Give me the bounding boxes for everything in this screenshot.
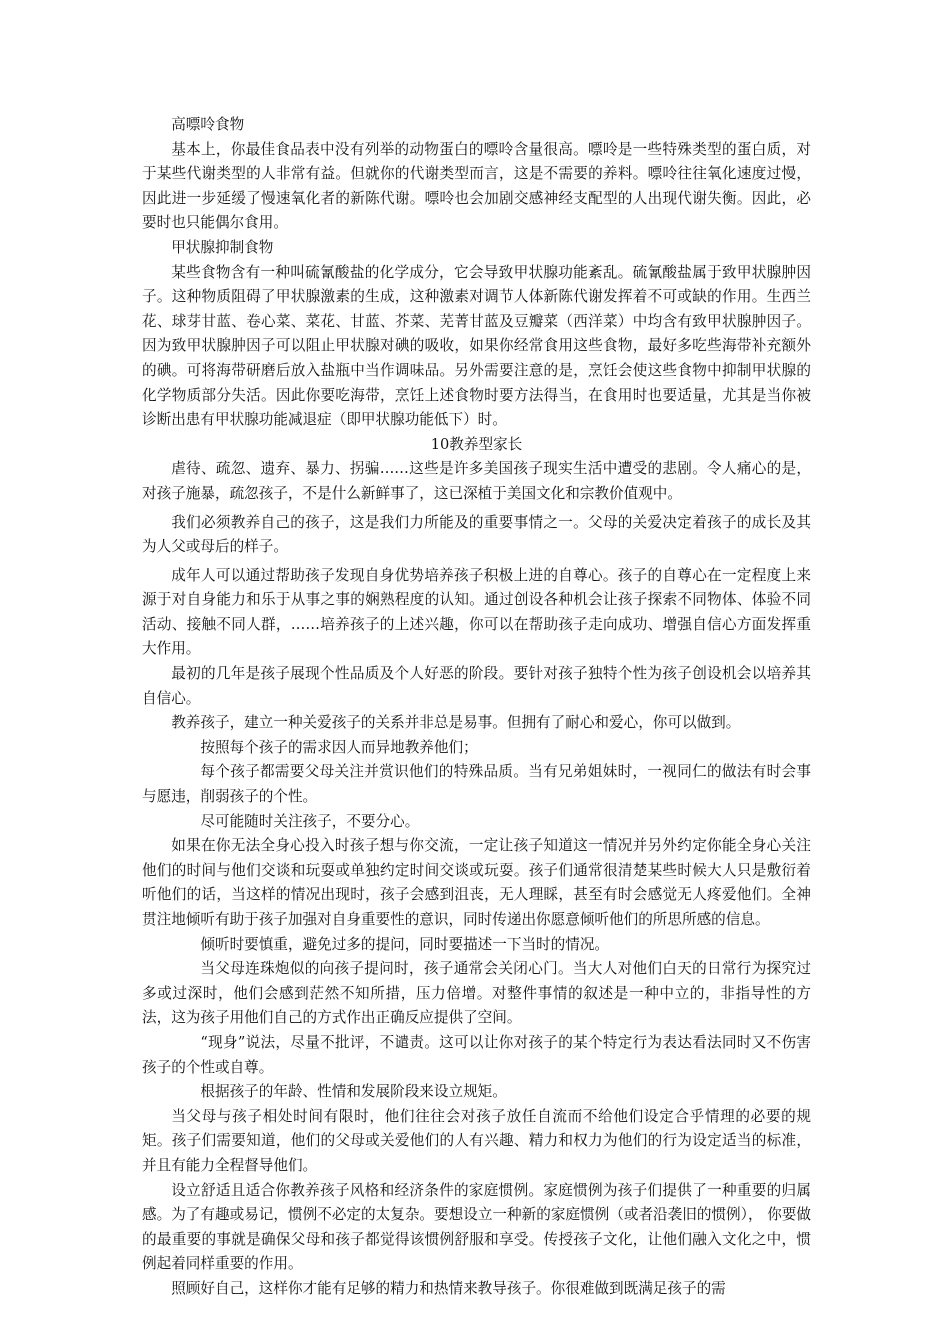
body-paragraph: 设立舒适且适合你教养孩子风格和经济条件的家庭惯例。家庭惯例为孩子们提供了一种重要的归属感。为了有趣或易记，惯例不必定的太复杂。要想设立一种新的家庭惯例（或者沿袭旧的惯例）， 你要做的最重要的事就是确保父母和孩子都觉得该惯例舒服和享受。传授孩子文化，让他们融入文化之中，惯例起着同样重要的作用。 (142, 1181, 811, 1273)
body-paragraph: 根据孩子的年龄、性情和发展阶段来设立规矩。 (200, 1083, 507, 1101)
body-paragraph: “现身”说法，尽量不批评，不谴责。这可以让你对孩子的某个特定行为表达看法同时又不伤害孩子的个性或自尊。 (142, 1033, 811, 1076)
body-paragraph: 当父母连珠炮似的向孩子提问时，孩子通常会关闭心门。当大人对他们白天的日常行为探究过多或过深时，他们会感到茫然不知所措，压力倍增。对整件事情的叙述是一种中立的，非指导性的方法，这为孩子用他们自己的方式作出正确反应提供了空间。 (142, 960, 811, 1027)
body-paragraph: 照顾好自己，这样你才能有足够的精力和热情来教导孩子。你很难做到既满足孩子的需 (171, 1279, 726, 1297)
body-paragraph: 尽可能随时关注孩子，不要分心。 (200, 812, 420, 830)
section-heading-thyroid: 甲状腺抑制食物 (171, 238, 274, 256)
section-heading-purine: 高嘌呤食物 (171, 116, 245, 133)
body-paragraph: 如果在你无法全身心投入时孩子想与你交流，一定让孩子知道这一情况并另外约定你能全身心关注他们的时间与他们交谈和玩耍或单独约定时间交谈或玩耍。孩子们通常很清楚某些时候大人只是敷衍着听他们的话，当这样的情况出现时，孩子会感到沮丧，无人理睬，甚至有时会感觉无人疼爱他们。全神贯注地倾听有助于孩子加强对自身重要性的意识，同时传递出你愿意倾听他们的所思所感的信息。 (142, 837, 811, 928)
body-paragraph: 按照每个孩子的需求因人而异地教养他们； (200, 738, 478, 756)
body-paragraph: 成年人可以通过帮助孩子发现自身优势培养孩子积极上进的自尊心。孩子的自尊心在一定程度上来源于对自身能力和乐于从事之事的娴熟程度的认知。通过创设各种机会让孩子探索不同物体、体验不同活动、接触不同人群，……培养孩子的上述兴趣，你可以在帮助孩子走向成功、增强自信心方面发挥重大作用。 (142, 566, 811, 658)
body-paragraph: 基本上，你最佳食品表中没有列举的动物蛋白的嘌呤含量很高。嘌呤是一些特殊类型的蛋白质，对于某些代谢类型的人非常有益。但就你的代谢类型而言，这是不需要的养料。嘌呤往往氧化速度过慢，因此进一步延缓了慢速氧化者的新陈代谢。嘌呤也会加剧交感神经支配型的人出现代谢失衡。因此，必要时也只能偶尔食用。 (142, 140, 811, 232)
body-paragraph: 我们必须教养自己的孩子，这是我们力所能及的重要事情之一。父母的关爱决定着孩子的成长及其为人父或母后的样子。 (142, 513, 811, 556)
document-page (142, 113, 811, 1302)
chapter-title: 10教养型家长 (430, 435, 523, 453)
body-paragraph: 虐待、疏忽、遗弃、暴力、拐骗……这些是许多美国孩子现实生活中遭受的悲剧。令人痛心的是，对孩子施暴，疏忽孩子，不是什么新鲜事了，这已深植于美国文化和宗教价值观中。 (142, 460, 811, 502)
body-paragraph: 倾听时要慎重，避免过多的提问，同时要描述一下当时的情况。 (200, 935, 610, 953)
body-paragraph: 每个孩子都需要父母关注并赏识他们的特殊品质。当有兄弟姐妹时，一视同仁的做法有时会事与愿违，削弱孩子的个性。 (142, 763, 811, 806)
body-paragraph: 教养孩子，建立一种关爱孩子的关系并非总是易事。但拥有了耐心和爱心，你可以做到。 (171, 714, 741, 732)
body-paragraph: 最初的几年是孩子展现个性品质及个人好恶的阶段。要针对孩子独特个性为孩子创设机会以培养其自信心。 (142, 665, 811, 707)
body-paragraph: 某些食物含有一种叫硫氰酸盐的化学成分，它会导致甲状腺功能紊乱。硫氰酸盐属于致甲状腺肿因子。这种物质阻碍了甲状腺激素的生成，这种激素对调节人体新陈代谢发挥着不可或缺的作用。生西兰花、球芽甘蓝、卷心菜、菜花、甘蓝、芥菜、芜菁甘蓝及豆瓣菜（西洋菜）中均含有致甲状腺肿因子。因为致甲状腺肿因子可以阻止甲状腺对碘的吸收，如果你经常食用这些食物，最好多吃些海带补充额外的碘。可将海带研磨后放入盐瓶中当作调味品。另外需要注意的是，烹饪会使这些食物中抑制甲状腺的化学物质部分失活。因此你要吃海带，烹饪上述食物时要方法得当，在食用时也要适量，尤其是当你被诊断出患有甲状腺功能减退症（即甲状腺功能低下）时。 (142, 263, 811, 429)
body-paragraph: 当父母与孩子相处时间有限时，他们往往会对孩子放任自流而不给他们设定合乎情理的必要的规矩。孩子们需要知道，他们的父母或关爱他们的人有兴趣、精力和权力为他们的行为设定适当的标准，并且有能力全程督导他们。 (142, 1107, 811, 1174)
